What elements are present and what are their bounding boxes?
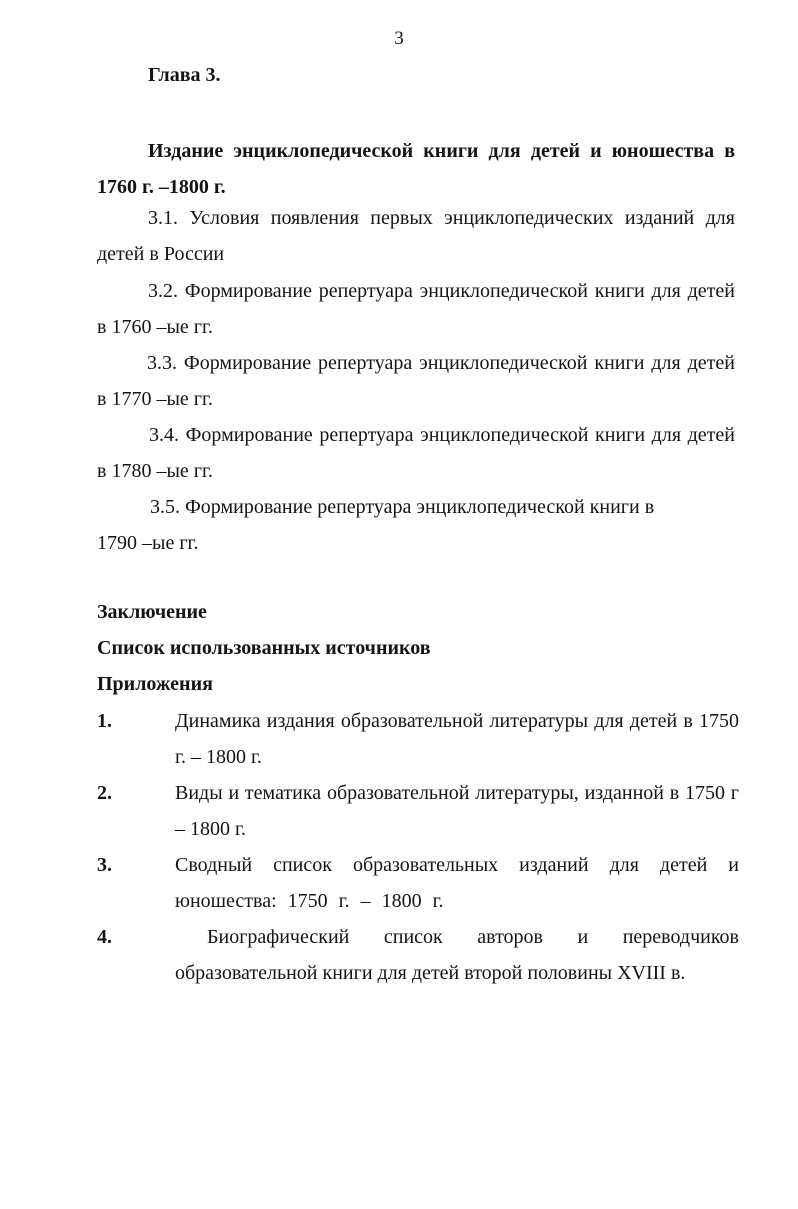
- toc-entry: 3.4. Формирование репертуара энциклопедической книги для детей в 1780 –ые гг.: [97, 424, 735, 482]
- appendix-item: [97, 703, 739, 775]
- toc-entry: 3.2. Формирование репертуара энциклопедической книги для детей в 1760 –ые гг.: [97, 280, 735, 338]
- conclusion-heading: Заключение: [97, 601, 207, 623]
- toc-entry: 3.1. Условия появления первых энциклопедических изданий для детей в России: [97, 207, 735, 265]
- chapter-label: Глава 3.: [148, 64, 221, 86]
- appendix-text: Динамика издания образовательной литературы для детей в 1750 г. – 1800 г.: [175, 710, 739, 768]
- appendix-item: [97, 847, 739, 919]
- appendix-item: [97, 919, 739, 991]
- appendix-number: 3.: [97, 854, 112, 876]
- appendix-number: 4.: [97, 926, 112, 948]
- appendix-text: Биографический список авторов и переводчиков образовательной книги для детей второй половины XVIII в.: [175, 926, 739, 984]
- appendix-text: Виды и тематика образовательной литературы, изданной в 1750 г – 1800 г.: [175, 782, 739, 840]
- appendix-number: 1.: [97, 710, 112, 732]
- page-number: 3: [394, 28, 404, 49]
- toc-entry: 3.3. Формирование репертуара энциклопедической книги для детей в 1770 –ые гг.: [97, 352, 735, 410]
- chapter-title: Издание энциклопедической книги для детей и юношества в 1760 г. –1800 г.: [97, 140, 735, 198]
- appendix-number: 2.: [97, 782, 112, 804]
- appendix-item: [97, 775, 739, 847]
- appendices-heading: Приложения: [97, 673, 213, 695]
- toc-entry: 3.5. Формирование репертуара энциклопедической книги в 1790 –ые гг.: [97, 496, 655, 554]
- appendix-text: Сводный список образовательных изданий для детей и юношества: 1750 г. – 1800 г.: [175, 854, 739, 912]
- sources-heading: Список использованных источников: [97, 637, 431, 659]
